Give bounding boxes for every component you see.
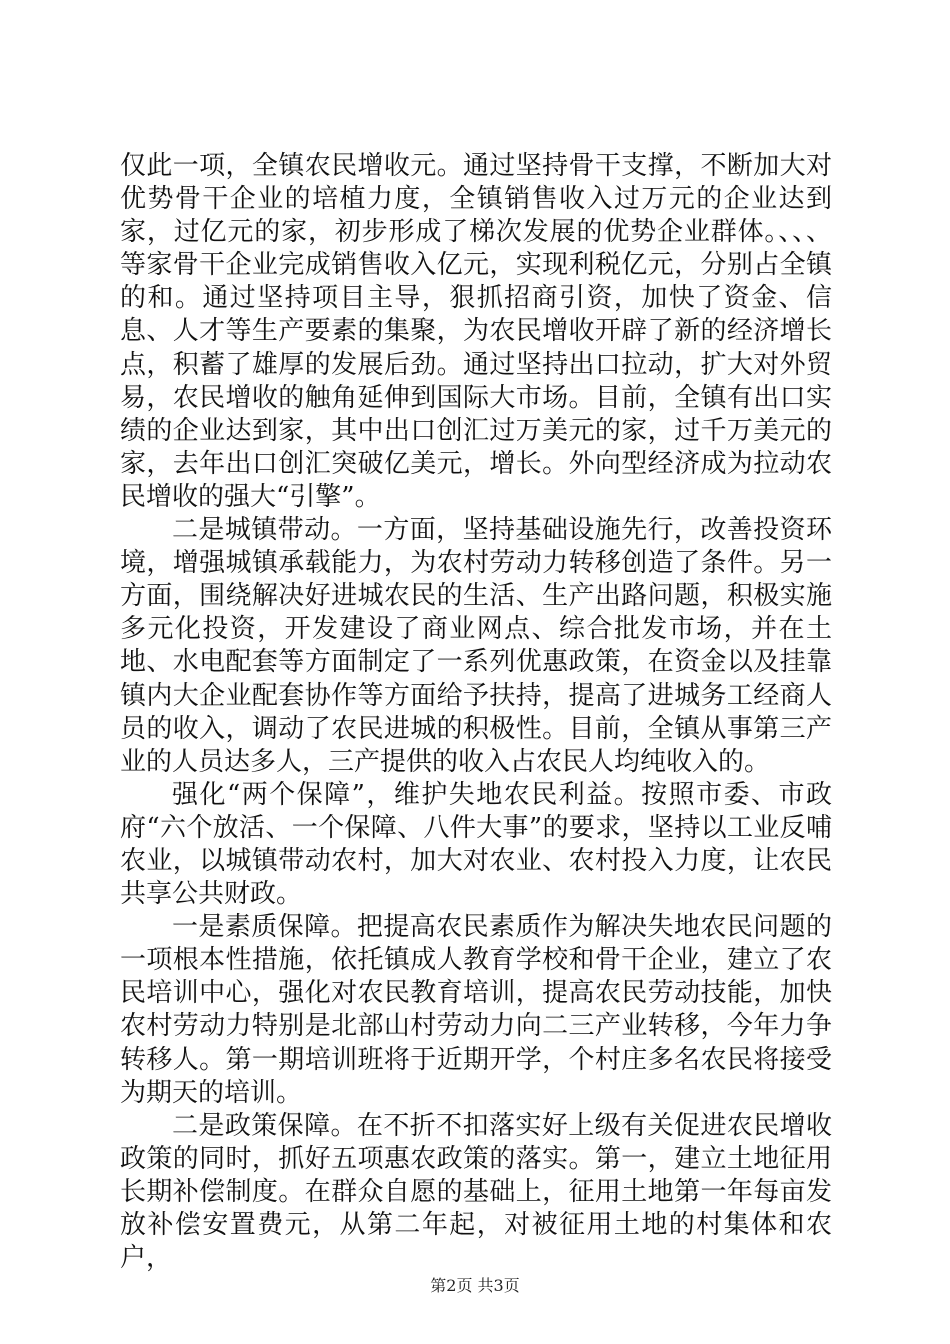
- page-number-footer: 第2页 共3页: [430, 1276, 520, 1295]
- paragraph-2: 二是城镇带动。一方面，坚持基础设施先行，改善投资环境，增强城镇承载能力，为农村劳动力转移创造了条件。另一方面，围绕解决好进城农民的生活、生产出路问题，积极实施多元化投资，开发建设了商业网点、综合批发市场，并在土地、水电配套等方面制定了一系列优惠政策，在资金以及挂靠镇内大企业配套协作等方面给予扶持，提高了进城务工经商人员的收入，调动了农民进城的积极性。目前，全镇从事第三产业的人员达多人，三产提供的收入占农民人均纯收入的。: [120, 515, 832, 777]
- document-body: [120, 150, 832, 1275]
- paragraph-5: 二是政策保障。在不折不扣落实好上级有关促进农民增收政策的同时，抓好五项惠农政策的落实。第一，建立土地征用长期补偿制度。在群众自愿的基础上，征用土地第一年每亩发放补偿安置费元，从第二年起，对被征用土地的村集体和农户，: [120, 1110, 832, 1274]
- paragraph-3: 强化“两个保障”，维护失地农民利益。按照市委、市政府“六个放活、一个保障、八件大事”的要求，坚持以工业反哺农业，以城镇带动农村，加大对农业、农村投入力度，让农民共享公共财政。: [120, 779, 832, 910]
- paragraph-4: 一是素质保障。把提高农民素质作为解决失地农民问题的一项根本性措施，依托镇成人教育学校和骨干企业，建立了农民培训中心，强化对农民教育培训，提高农民劳动技能，加快农村劳动力特别是北部山村劳动力向二三产业转移，今年力争转移人。第一期培训班将于近期开学，个村庄多名农民将接受为期天的培训。: [120, 912, 832, 1108]
- paragraph-1: 仅此一项，全镇农民增收元。通过坚持骨干支撑，不断加大对优势骨干企业的培植力度，全镇销售收入过万元的企业达到家，过亿元的家，初步形成了梯次发展的优势企业群体。、、、等家骨干企业完成销售收入亿元，实现利税亿元，分别占全镇的和。通过坚持项目主导，狠抓招商引资，加快了资金、信息、人才等生产要素的集聚，为农民增收开辟了新的经济增长点，积蓄了雄厚的发展后劲。通过坚持出口拉动，扩大对外贸易，农民增收的触角延伸到国际大市场。目前，全镇有出口实绩的企业达到家，其中出口创汇过万美元的家，过千万美元的家，去年出口创汇突破亿美元，增长。外向型经济成为拉动农民增收的强大“引擎”。: [120, 151, 832, 512]
